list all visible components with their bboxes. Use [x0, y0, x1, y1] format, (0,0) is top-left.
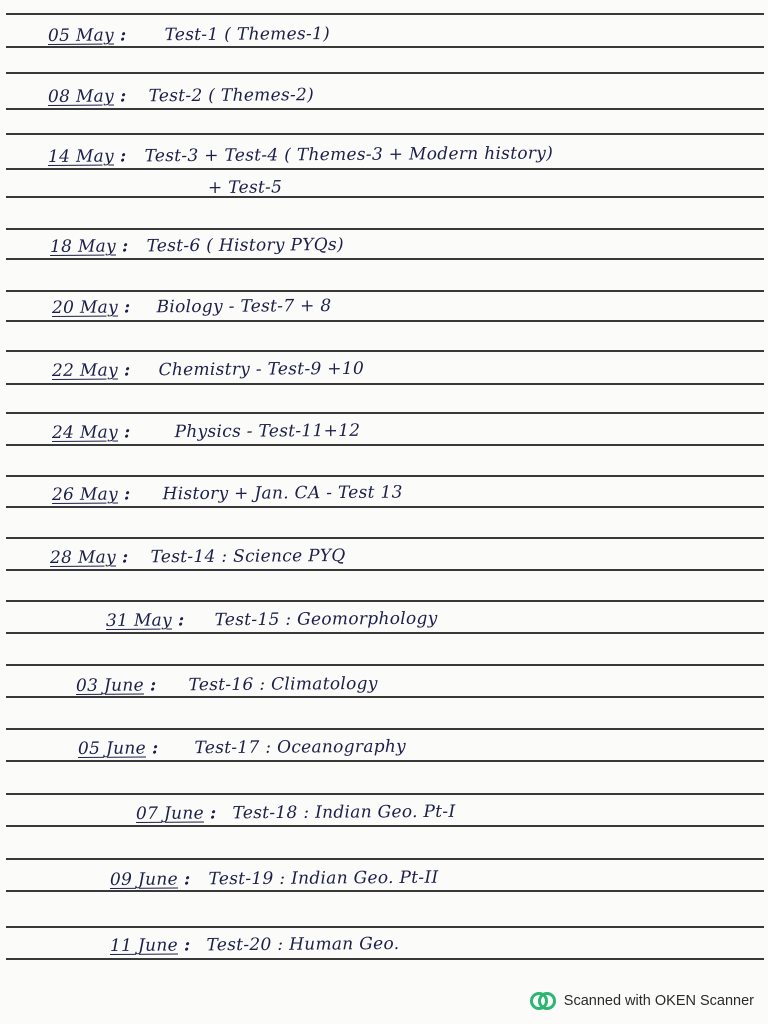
schedule-entry: 08 May : Test-2 ( Themes-2) — [47, 85, 315, 107]
schedule-entry: 28 May : Test-14 : Science PYQ — [49, 545, 346, 568]
entry-date: 08 May — [47, 86, 115, 107]
scanner-watermark — [530, 992, 754, 1010]
entry-date: 22 May — [51, 360, 119, 381]
entry-text: Test-19 : Indian Geo. Pt-II — [208, 867, 439, 890]
ruled-line — [6, 728, 764, 730]
entry-text: History + Jan. CA - Test 13 — [162, 482, 403, 505]
ruled-line — [6, 793, 764, 795]
schedule-entry: 11 June : Test-20 : Human Geo. — [109, 933, 400, 956]
entry-text: Physics - Test-11+12 — [174, 420, 361, 443]
ruled-line — [6, 412, 764, 414]
entry-date: 28 May — [49, 547, 117, 568]
schedule-entry — [208, 177, 282, 198]
ruled-line — [6, 196, 764, 198]
entry-text: Chemistry - Test-9 +10 — [158, 358, 365, 381]
entry-text: Biology - Test-7 + 8 — [156, 296, 332, 318]
ruled-line — [6, 569, 764, 571]
ruled-line — [6, 133, 764, 135]
entry-date: 05 June — [77, 738, 146, 759]
schedule-entry: 07 June : Test-18 : Indian Geo. Pt-I — [135, 801, 456, 824]
schedule-entry: 05 May : Test-1 ( Themes-1) — [47, 24, 331, 46]
ruled-line — [6, 506, 764, 508]
schedule-entry: 20 May : Biology - Test-7 + 8 — [51, 296, 332, 318]
ruled-line — [6, 383, 764, 385]
schedule-entry: 26 May : History + Jan. CA - Test 13 — [51, 482, 403, 505]
entry-date: 09 June — [109, 869, 178, 890]
ruled-line — [6, 632, 764, 634]
ruled-line — [6, 537, 764, 539]
schedule-entry: 24 May : Physics - Test-11+12 — [51, 420, 361, 443]
entry-text: Test-18 : Indian Geo. Pt-I — [232, 801, 456, 824]
ruled-line — [6, 290, 764, 292]
ruled-line — [6, 168, 764, 170]
schedule-entry: 31 May : Test-15 : Geomorphology — [105, 608, 438, 631]
schedule-entry: 03 June : Test-16 : Climatology — [75, 673, 378, 696]
ruled-line — [6, 320, 764, 322]
entry-text: Test-20 : Human Geo. — [206, 933, 400, 956]
watermark-label: Scanned with OKEN Scanner — [563, 993, 754, 1009]
entry-date: 18 May — [49, 236, 117, 257]
ruled-line — [6, 600, 764, 602]
ruled-line — [6, 760, 764, 762]
entry-date: 14 May — [47, 146, 115, 167]
ruled-line — [6, 475, 764, 477]
schedule-entry: 14 May : Test-3 + Test-4 ( Themes-3 + Modern history) — [47, 143, 554, 167]
entry-text: Test-16 : Climatology — [188, 673, 378, 696]
entry-date: 03 June — [75, 675, 144, 696]
entry-date: 11 June — [109, 935, 178, 956]
schedule-entry: 09 June : Test-19 : Indian Geo. Pt-II — [109, 867, 439, 890]
entry-text: Test-2 ( Themes-2) — [148, 85, 315, 107]
entry-date: 31 May — [105, 610, 173, 631]
oken-logo-icon — [530, 992, 556, 1010]
entry-text: Test-15 : Geomorphology — [214, 608, 438, 631]
ruled-line — [6, 858, 764, 860]
schedule-entry: 05 June : Test-17 : Oceanography — [77, 736, 407, 759]
schedule-entry: 22 May : Chemistry - Test-9 +10 — [51, 358, 365, 381]
ruled-line — [6, 108, 764, 110]
ruled-line — [6, 72, 764, 74]
ruled-line — [6, 926, 764, 928]
entry-text: Test-6 ( History PYQs) — [146, 234, 345, 257]
entry-text: Test-14 : Science PYQ — [150, 545, 346, 568]
entry-text: Test-17 : Oceanography — [194, 736, 407, 759]
ruled-line — [6, 46, 764, 48]
entry-date: 20 May — [51, 297, 119, 318]
ruled-line — [6, 664, 764, 666]
ruled-line — [6, 228, 764, 230]
entry-date: 05 May — [47, 25, 115, 46]
entry-date: 07 June — [135, 803, 204, 824]
ruled-line — [6, 958, 764, 960]
entry-date: 26 May — [51, 484, 119, 505]
ruled-line — [6, 13, 764, 15]
ruled-line — [6, 350, 764, 352]
ruled-line — [6, 444, 764, 446]
ruled-line — [6, 890, 764, 892]
entry-date: 24 May — [51, 422, 119, 443]
ruled-line — [6, 825, 764, 827]
entry-text: Test-1 ( Themes-1) — [164, 24, 331, 46]
entry-text: Test-3 + Test-4 ( Themes-3 + Modern history) — [144, 143, 554, 167]
entry-text: + Test-5 — [207, 177, 283, 198]
ruled-line — [6, 258, 764, 260]
schedule-entry: 18 May : Test-6 ( History PYQs) — [49, 234, 345, 257]
ruled-line — [6, 696, 764, 698]
